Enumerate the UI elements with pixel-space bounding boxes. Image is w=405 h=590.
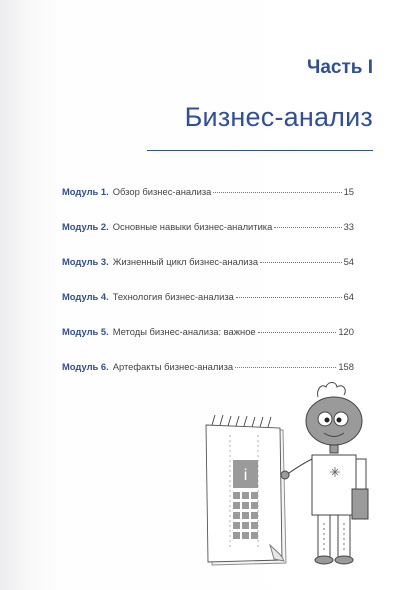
toc-leader-dots xyxy=(258,332,337,333)
toc-entry-title: Основные навыки бизнес-аналитика xyxy=(112,221,273,232)
toc-entry-page: 64 xyxy=(343,291,354,302)
toc-entry-label: Модуль 6. xyxy=(62,361,109,372)
toc-leader-dots xyxy=(235,367,336,368)
toc-entry-module-2[interactable] xyxy=(62,221,354,256)
toc-entry-label: Модуль 3. xyxy=(62,256,109,267)
title-divider xyxy=(147,150,373,151)
book-title: Бизнес-анализ xyxy=(184,102,373,132)
info-glyph: i xyxy=(243,467,248,484)
toc-leader-dots xyxy=(213,192,341,193)
toc-leader-dots xyxy=(260,262,342,263)
toc-entry-title: Обзор бизнес-анализа xyxy=(112,186,212,197)
toc-entry-module-5[interactable] xyxy=(62,326,354,361)
table-of-contents xyxy=(62,186,354,396)
toc-entry-label: Модуль 2. xyxy=(62,221,109,232)
toc-entry-page: 120 xyxy=(338,326,354,337)
toc-entry-module-1[interactable] xyxy=(62,186,354,221)
toc-entry-title: Артефакты бизнес-анализа xyxy=(112,361,234,372)
toc-entry-page: 158 xyxy=(338,361,354,372)
toc-entry-title: Технология бизнес-анализа xyxy=(112,291,234,302)
part-title: Часть I xyxy=(306,57,373,78)
toc-entry-label: Модуль 1. xyxy=(62,186,109,197)
toc-entry-page: 33 xyxy=(343,221,354,232)
toc-entry-title: Жизненный цикл бизнес-анализа xyxy=(112,256,259,267)
toc-entry-page: 54 xyxy=(343,256,354,267)
toc-entry-module-4[interactable] xyxy=(62,291,354,326)
toc-entry-module-3[interactable] xyxy=(62,256,354,291)
toc-entry-label: Модуль 5. xyxy=(62,326,109,337)
toc-entry-label: Модуль 4. xyxy=(62,291,109,302)
toc-entry-page: 15 xyxy=(343,186,354,197)
toc-leader-dots xyxy=(274,227,341,228)
character xyxy=(281,383,368,565)
toc-leader-dots xyxy=(236,297,342,298)
toc-entry-title: Методы бизнес-анализа: важное xyxy=(112,326,256,337)
character-with-notepad-illustration xyxy=(200,375,370,575)
